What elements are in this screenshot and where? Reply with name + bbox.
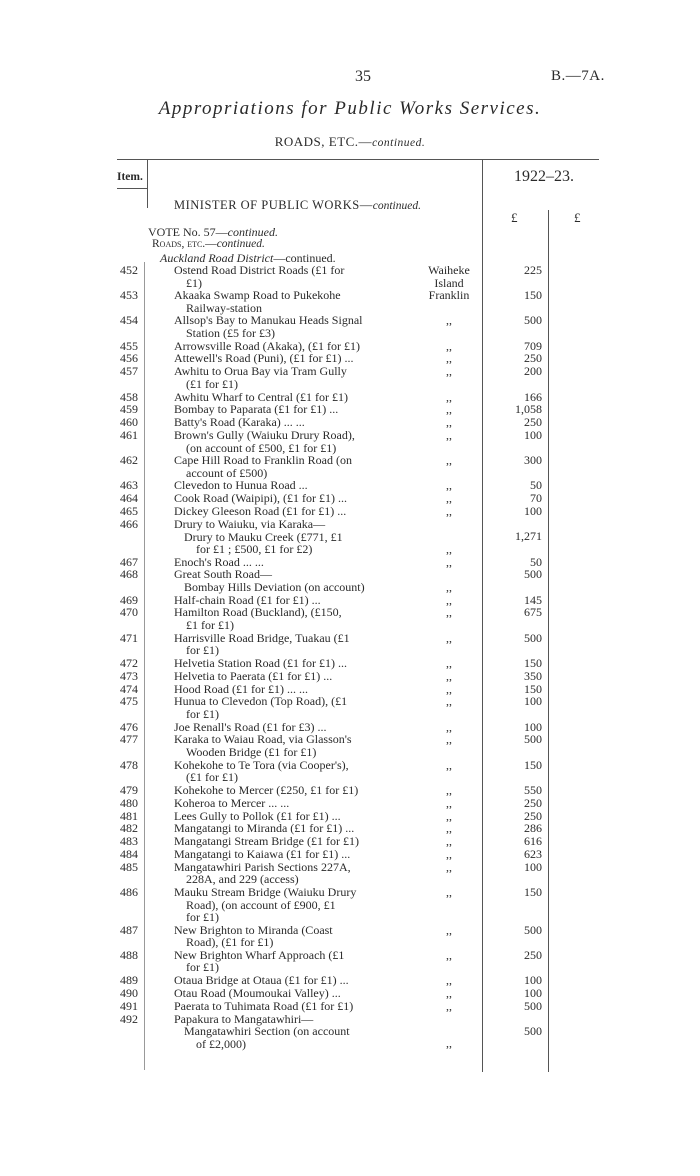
- description-line: for £1): [186, 960, 219, 975]
- location: [422, 416, 476, 429]
- description-line: £1): [186, 275, 202, 290]
- description-line: Brown's Gully (Waiuku Drury Road),: [174, 428, 355, 443]
- currency-symbol: £: [574, 210, 581, 225]
- amount: 100: [524, 694, 542, 709]
- location: [422, 314, 476, 327]
- description-line: Cape Hill Road to Franklin Road (on: [174, 453, 352, 468]
- amount: 100: [524, 973, 542, 988]
- year-column-header: 1922–23.: [514, 168, 574, 185]
- location: [422, 492, 476, 505]
- description-line: 228A, and 229 (access): [186, 872, 299, 887]
- description-line: Paerata to Tuhimata Road (£1 for £1): [174, 998, 354, 1013]
- location: [422, 454, 476, 467]
- amount: 200: [524, 364, 542, 379]
- amount: 500: [524, 630, 542, 645]
- amount: 100: [524, 504, 542, 519]
- item-description: [174, 974, 392, 987]
- location: [422, 352, 476, 365]
- description-line: Otau Road (Moumoukai Valley) ...: [174, 985, 341, 1000]
- location: [422, 670, 476, 683]
- item-column-header: Item.: [117, 171, 143, 183]
- amount: 150: [524, 757, 542, 772]
- amount: 500: [524, 313, 542, 328]
- description-line: Papakura to Mangatawhiri—: [174, 1011, 314, 1026]
- description-line: Wooden Bridge (£1 for £1): [186, 744, 317, 759]
- location: [422, 848, 476, 861]
- location-line: ,,: [446, 998, 452, 1013]
- location-line: ,,: [446, 351, 452, 366]
- location-line: ,,: [446, 732, 452, 747]
- location: [422, 924, 476, 937]
- item-number: 470: [120, 605, 138, 620]
- description-line: Arrowsville Road (Akaka), (£1 for £1): [174, 338, 360, 353]
- location-line: ,,: [446, 415, 452, 430]
- item-number: 465: [120, 504, 138, 519]
- location: [422, 479, 476, 492]
- amount: 100: [524, 985, 542, 1000]
- amount: 250: [524, 415, 542, 430]
- item-number: 452: [120, 263, 138, 277]
- amount: 145: [524, 592, 542, 607]
- description-line: (on account of £500, £1 for £1): [186, 440, 337, 455]
- amount: 250: [524, 808, 542, 823]
- location: [422, 289, 476, 302]
- item-description: [174, 1000, 392, 1013]
- description-line: Clevedon to Hunua Road ...: [174, 478, 308, 493]
- item-description: [174, 924, 392, 949]
- location-line: ,,: [446, 1036, 452, 1051]
- item-number: 491: [120, 998, 138, 1013]
- item-description: [174, 721, 392, 734]
- description-line: New Brighton to Miranda (Coast: [174, 922, 333, 937]
- location: [422, 797, 476, 810]
- item-number: 480: [120, 795, 138, 810]
- location-line: ,,: [446, 821, 452, 836]
- description-line: New Brighton Wharf Approach (£1: [174, 947, 345, 962]
- location-line: ,,: [446, 885, 452, 900]
- item-description: [174, 784, 392, 797]
- location: [422, 784, 476, 797]
- item-number: 468: [120, 567, 138, 582]
- location: [422, 987, 476, 1000]
- item-number: 461: [120, 428, 138, 443]
- roads-heading-continued: continued.: [216, 238, 265, 250]
- amount: 286: [524, 821, 542, 836]
- description-line: Drury to Mauku Creek (£771, £1: [184, 529, 343, 544]
- location-line: ,,: [446, 592, 452, 607]
- amount: 50: [530, 478, 542, 493]
- item-description: [174, 683, 392, 696]
- amount-column-rule: [482, 160, 483, 1072]
- ministry-heading: [174, 198, 421, 213]
- item-number: 460: [120, 415, 138, 430]
- item-number: 488: [120, 947, 138, 962]
- item-description: [174, 987, 392, 1000]
- location: [422, 606, 476, 619]
- subtitle-main: ROADS, ETC.—: [274, 134, 373, 149]
- location-line: ,,: [446, 847, 452, 862]
- item-number: 492: [120, 1011, 138, 1026]
- description-line: £1 for £1): [186, 617, 234, 632]
- item-description: [174, 391, 392, 404]
- item-description: [174, 556, 392, 569]
- item-description: [174, 492, 392, 505]
- description-line: Kohekohe to Mercer (£250, £1 for £1): [174, 782, 359, 797]
- item-description: [174, 454, 392, 479]
- item-description: [174, 810, 392, 823]
- item-description: [174, 670, 392, 683]
- vote-heading-main: VOTE No. 57—: [148, 225, 228, 239]
- amount: 350: [524, 668, 542, 683]
- description-line: Mauku Stream Bridge (Waiuku Drury: [174, 885, 357, 900]
- item-number: 469: [120, 592, 138, 607]
- description-line: Station (£5 for £3): [186, 325, 275, 340]
- location-line: ,,: [446, 719, 452, 734]
- description-line: Lees Gully to Pollok (£1 for £1) ...: [174, 808, 341, 823]
- amount: 550: [524, 782, 542, 797]
- item-number: 464: [120, 491, 138, 506]
- item-description: [174, 479, 392, 492]
- item-description: [174, 429, 392, 454]
- item-number: 462: [120, 453, 138, 468]
- amount: 500: [524, 998, 542, 1013]
- location: [422, 974, 476, 987]
- item-divider-rule: [144, 262, 145, 1070]
- location: [422, 759, 476, 772]
- amount: 250: [524, 947, 542, 962]
- amount: 250: [524, 795, 542, 810]
- location-line: ,,: [446, 808, 452, 823]
- location-line: ,,: [446, 985, 452, 1000]
- description-line: Mangatawhiri Section (on account: [184, 1024, 350, 1039]
- location-line: ,,: [446, 947, 452, 962]
- item-number: 478: [120, 757, 138, 772]
- description-line: Otaua Bridge at Otaua (£1 for £1) ...: [174, 973, 349, 988]
- amount: 166: [524, 389, 542, 404]
- location: [422, 657, 476, 670]
- location: [422, 683, 476, 696]
- item-number: 453: [120, 288, 138, 303]
- description-line: Hamilton Road (Buckland), (£150,: [174, 605, 342, 620]
- location: [422, 505, 476, 518]
- location-line: ,,: [446, 313, 452, 328]
- item-number: 482: [120, 821, 138, 836]
- description-line: Karaka to Waiau Road, via Glasson's: [174, 732, 352, 747]
- district-heading-main: Auckland Road District: [160, 251, 274, 265]
- location-line: ,,: [446, 478, 452, 493]
- item-number: 485: [120, 859, 138, 874]
- description-line: Road), (on account of £900, £1: [186, 897, 336, 912]
- description-line: for £1): [186, 706, 219, 721]
- amount: 250: [524, 351, 542, 366]
- amount: 100: [524, 859, 542, 874]
- description-line: Mangatangi to Miranda (£1 for £1) ...: [174, 821, 355, 836]
- location-line: Franklin: [428, 288, 470, 303]
- item-number: 477: [120, 732, 138, 747]
- location: [422, 733, 476, 746]
- item-description: [174, 848, 392, 861]
- description-line: Hunua to Clevedon (Top Road), (£1: [174, 694, 348, 709]
- description-line: Cook Road (Waipipi), (£1 for £1) ...: [174, 491, 348, 506]
- roads-heading-main: Roads, etc.—: [152, 238, 217, 250]
- currency-symbol: £: [511, 210, 518, 225]
- amount: 150: [524, 885, 542, 900]
- page-number: 35: [355, 68, 371, 85]
- amount: 500: [524, 922, 542, 937]
- amount: 100: [524, 428, 542, 443]
- description-line: Akaaka Swamp Road to Pukekohe: [174, 288, 341, 303]
- location: [422, 822, 476, 835]
- description-line: Koheroa to Mercer ... ...: [174, 795, 290, 810]
- description-line: (£1 for £1): [186, 770, 238, 785]
- description-line: for £1 ; £500, £1 for £2): [196, 542, 313, 556]
- location: [422, 340, 476, 353]
- item-number: 483: [120, 834, 138, 849]
- location-line: ,,: [446, 453, 452, 468]
- location-line: ,,: [446, 795, 452, 810]
- amount: 150: [524, 681, 542, 696]
- item-description: [174, 733, 392, 758]
- description-line: Batty's Road (Karaka) ... ...: [174, 415, 305, 430]
- description-line: Drury to Waiuku, via Karaka—: [174, 517, 326, 531]
- location-line: ,,: [446, 834, 452, 849]
- item-description: [174, 352, 392, 365]
- location: [422, 391, 476, 404]
- item-number: 472: [120, 655, 138, 670]
- item-number: 489: [120, 973, 138, 988]
- amount: 50: [530, 554, 542, 569]
- description-line: Helvetia Station Road (£1 for £1) ...: [174, 655, 347, 670]
- ministry-heading-continued: continued.: [372, 200, 421, 212]
- location: [422, 632, 476, 645]
- amount: 709: [524, 338, 542, 353]
- location-line: ,,: [446, 655, 452, 670]
- district-heading-continued: —continued.: [273, 251, 336, 265]
- subtitle-continued: continued.: [372, 137, 426, 149]
- item-number: 459: [120, 402, 138, 417]
- amount: 500: [524, 567, 542, 582]
- location-line: ,,: [446, 859, 452, 874]
- description-line: Mangatawhiri Parish Sections 227A,: [174, 859, 351, 874]
- item-description: [174, 594, 392, 607]
- amount: 225: [524, 263, 542, 277]
- amount: 70: [530, 491, 542, 506]
- description-line: Hood Road (£1 for £1) ... ...: [174, 681, 308, 696]
- description-line: Enoch's Road ... ...: [174, 554, 264, 569]
- amount: 100: [524, 719, 542, 734]
- item-column-rule: [147, 160, 148, 208]
- description-line: Great South Road—: [174, 567, 272, 582]
- table-top-rule: [117, 159, 599, 160]
- item-number: 476: [120, 719, 138, 734]
- page-subtitle: [0, 134, 700, 150]
- item-number: 490: [120, 985, 138, 1000]
- amount: 1,058: [515, 402, 542, 417]
- location-line: ,,: [446, 338, 452, 353]
- item-number: 457: [120, 364, 138, 379]
- item-number: 467: [120, 554, 138, 569]
- location-line: ,,: [446, 428, 452, 443]
- location: [422, 886, 476, 899]
- item-description: [174, 797, 392, 810]
- location: [422, 810, 476, 823]
- description-line: of £2,000): [196, 1036, 246, 1051]
- description-line: Bombay Hills Deviation (on account): [184, 579, 365, 594]
- location-line: ,,: [446, 491, 452, 506]
- item-description: [174, 695, 392, 720]
- description-line: Harrisville Road Bridge, Tuakau (£1: [174, 630, 350, 645]
- description-line: (£1 for £1): [186, 376, 238, 391]
- description-line: Railway-station: [186, 300, 262, 315]
- amount: 150: [524, 655, 542, 670]
- location-line: Island: [434, 275, 464, 290]
- description-line: Mangatangi to Kaiawa (£1 for £1) ...: [174, 847, 351, 862]
- amount: 500: [524, 732, 542, 747]
- description-line: Bombay to Paparata (£1 for £1) ...: [174, 402, 339, 417]
- location: [422, 556, 476, 569]
- location: [422, 264, 476, 289]
- item-number: 474: [120, 681, 138, 696]
- location-line: ,,: [446, 389, 452, 404]
- item-description: [174, 835, 392, 848]
- location-line: ,,: [446, 541, 452, 556]
- item-number: 484: [120, 847, 138, 862]
- amount: 500: [524, 1023, 542, 1038]
- description-line: Mangatangi Stream Bridge (£1 for £1): [174, 834, 359, 849]
- location: [422, 543, 476, 556]
- location-line: ,,: [446, 504, 452, 519]
- item-description: [174, 505, 392, 518]
- location-line: ,,: [446, 973, 452, 988]
- amount: 675: [524, 605, 542, 620]
- location: [422, 403, 476, 416]
- amount: 616: [524, 834, 542, 849]
- location: [422, 949, 476, 962]
- ministry-heading-main: MINISTER OF PUBLIC WORKS—: [174, 198, 373, 212]
- item-description: [174, 949, 392, 974]
- item-number: 481: [120, 808, 138, 823]
- item-number: 479: [120, 782, 138, 797]
- location-line: Waiheke: [428, 263, 470, 277]
- location: [422, 695, 476, 708]
- description-line: Awhitu to Orua Bay via Tram Gully: [174, 364, 347, 379]
- location-line: ,,: [446, 402, 452, 417]
- item-description: [174, 403, 392, 416]
- item-description: [174, 416, 392, 429]
- item-number: 456: [120, 351, 138, 366]
- page-title: Appropriations for Public Works Services.: [158, 98, 542, 119]
- location-line: ,,: [446, 757, 452, 772]
- description-line: for £1): [186, 910, 219, 925]
- location-line: ,,: [446, 694, 452, 709]
- item-description: [174, 759, 392, 784]
- location-line: ,,: [446, 554, 452, 569]
- location: [422, 721, 476, 734]
- item-number: 455: [120, 338, 138, 353]
- location-line: ,,: [446, 364, 452, 379]
- description-line: Dickey Gleeson Road (£1 for £1) ...: [174, 504, 347, 519]
- location-line: ,,: [446, 579, 452, 594]
- location: [422, 581, 476, 594]
- amount: 300: [524, 453, 542, 468]
- item-description: [174, 657, 392, 670]
- item-number: 454: [120, 313, 138, 328]
- item-description: [174, 822, 392, 835]
- item-number: 463: [120, 478, 138, 493]
- item-description: [174, 568, 392, 593]
- vote-heading-continued: continued.: [227, 225, 278, 239]
- item-description: [174, 1013, 392, 1051]
- amount: 1,271: [515, 529, 542, 544]
- location-line: ,,: [446, 630, 452, 645]
- description-line: Joe Renall's Road (£1 for £3) ...: [174, 719, 327, 734]
- item-description: [174, 289, 392, 314]
- item-description: [174, 518, 392, 556]
- location: [422, 1000, 476, 1013]
- description-line: for £1): [186, 643, 219, 658]
- description-line: Awhitu Wharf to Central (£1 for £1): [174, 389, 348, 404]
- location-line: ,,: [446, 922, 452, 937]
- item-description: [174, 365, 392, 390]
- item-number: 466: [120, 517, 138, 531]
- location: [422, 429, 476, 442]
- amount: 623: [524, 847, 542, 862]
- document-reference: B.—7A.: [551, 68, 605, 84]
- location: [422, 365, 476, 378]
- location-line: ,,: [446, 605, 452, 620]
- item-description: [174, 340, 392, 353]
- location: [422, 835, 476, 848]
- description-line: Allsop's Bay to Manukau Heads Signal: [174, 313, 363, 328]
- item-description: [174, 606, 392, 631]
- amount: 150: [524, 288, 542, 303]
- description-line: Half-chain Road (£1 for £1) ...: [174, 592, 321, 607]
- location-line: ,,: [446, 681, 452, 696]
- item-number: 475: [120, 694, 138, 709]
- description-line: Kohekohe to Te Tora (via Cooper's),: [174, 757, 349, 772]
- item-number: 487: [120, 922, 138, 937]
- roads-heading: [152, 238, 265, 250]
- item-number: 471: [120, 630, 138, 645]
- item-description: [174, 264, 392, 289]
- item-header-rule: [117, 188, 147, 189]
- description-line: Road), (£1 for £1): [186, 935, 274, 950]
- item-description: [174, 632, 392, 657]
- description-line: Attewell's Road (Puni), (£1 for £1) ...: [174, 351, 354, 366]
- item-description: [174, 861, 392, 886]
- description-line: Ostend Road District Roads (£1 for: [174, 263, 345, 277]
- item-number: 486: [120, 885, 138, 900]
- second-amount-column-rule: [548, 210, 549, 1072]
- item-number: 473: [120, 668, 138, 683]
- item-description: [174, 886, 392, 924]
- item-number: 458: [120, 389, 138, 404]
- item-description: [174, 314, 392, 339]
- location: [422, 1037, 476, 1050]
- description-line: Helvetia to Paerata (£1 for £1) ...: [174, 668, 333, 683]
- description-line: account of £500): [186, 465, 268, 480]
- location: [422, 861, 476, 874]
- location-line: ,,: [446, 782, 452, 797]
- location-line: ,,: [446, 668, 452, 683]
- location: [422, 594, 476, 607]
